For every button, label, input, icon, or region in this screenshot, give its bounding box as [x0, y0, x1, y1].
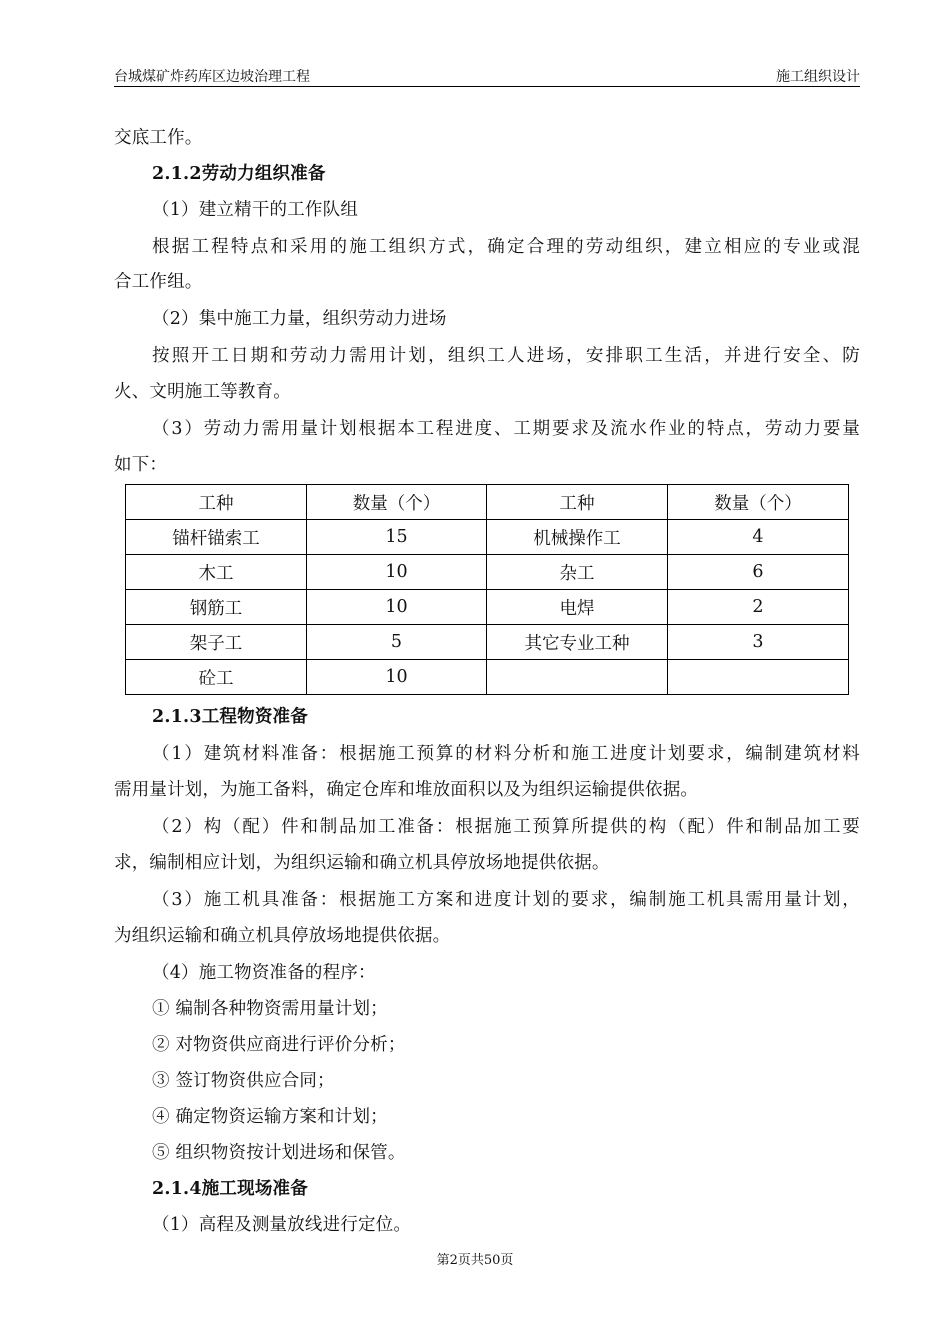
list-item: ⑤ 组织物资按计划进场和保管。 [152, 1143, 406, 1163]
paragraph-line: （3）劳动力需用量计划根据本工程进度、工期要求及流水作业的特点，劳动力要量 [152, 419, 860, 439]
table-header-row [126, 485, 849, 520]
table-row [126, 520, 849, 555]
table-cell: 4 [668, 520, 849, 555]
table-row [126, 625, 849, 660]
paragraph-line: （1）建筑材料准备：根据施工预算的材料分析和施工进度计划要求，编制建筑材料 [152, 744, 860, 764]
paragraph-line: 根据工程特点和采用的施工组织方式，确定合理的劳动组织，建立相应的专业或混 [152, 237, 860, 257]
section-heading-2-1-4: 2.1.4施工现场准备 [152, 1179, 308, 1199]
table-cell: 3 [668, 625, 849, 660]
table-header-cell: 工种 [126, 485, 307, 520]
table-cell: 10 [307, 660, 487, 695]
header-document-type: 施工组织设计 [776, 69, 860, 85]
paragraph-line: 交底工作。 [114, 128, 203, 148]
paragraph-line: （1）高程及测量放线进行定位。 [152, 1215, 412, 1235]
table-cell: 5 [307, 625, 487, 660]
section-heading-2-1-2: 2.1.2劳动力组织准备 [152, 164, 326, 184]
table-cell: 10 [307, 590, 487, 625]
paragraph-line: 按照开工日期和劳动力需用计划，组织工人进场，安排职工生活，并进行安全、防 [152, 346, 860, 366]
paragraph-line: （2）集中施工力量，组织劳动力进场 [152, 309, 447, 329]
paragraph-line: （4）施工物资准备的程序： [152, 963, 376, 983]
table-cell: 砼工 [126, 660, 307, 695]
table-cell: 机械操作工 [487, 520, 668, 555]
table-cell: 锚杆锚索工 [126, 520, 307, 555]
table-cell [668, 660, 849, 695]
paragraph-line: 火、文明施工等教育。 [114, 382, 291, 402]
paragraph-line: 需用量计划，为施工备料，确定仓库和堆放面积以及为组织运输提供依据。 [114, 780, 699, 800]
table-header-cell: 工种 [487, 485, 668, 520]
list-item: ④ 确定物资运输方案和计划； [152, 1107, 388, 1127]
table-cell: 15 [307, 520, 487, 555]
paragraph-line: 合工作组。 [114, 272, 203, 292]
table-cell [487, 660, 668, 695]
section-heading-2-1-3: 2.1.3工程物资准备 [152, 707, 308, 727]
table-cell: 钢筋工 [126, 590, 307, 625]
table-header-cell: 数量（个） [307, 485, 487, 520]
paragraph-line: 为组织运输和确立机具停放场地提供依据。 [114, 926, 451, 946]
paragraph-line: （2）构（配）件和制品加工准备：根据施工预算所提供的构（配）件和制品加工要 [152, 817, 860, 837]
header-project-title: 台城煤矿炸药库区边坡治理工程 [114, 69, 310, 85]
table-cell: 2 [668, 590, 849, 625]
table-row [126, 555, 849, 590]
paragraph-line: 如下： [114, 455, 168, 475]
page-number-footer: 第2页共50页 [436, 1253, 514, 1268]
paragraph-line: 求，编制相应计划，为组织运输和确立机具停放场地提供依据。 [114, 853, 610, 873]
table-row [126, 590, 849, 625]
table-cell: 6 [668, 555, 849, 590]
table-cell: 架子工 [126, 625, 307, 660]
table-row [126, 660, 849, 695]
list-item: ③ 签订物资供应合同； [152, 1071, 335, 1091]
table-header-cell: 数量（个） [668, 485, 849, 520]
page-header [114, 62, 860, 87]
list-item: ① 编制各种物资需用量计划； [152, 999, 388, 1019]
paragraph-line: （3）施工机具准备：根据施工方案和进度计划的要求，编制施工机具需用量计划， [152, 890, 860, 910]
table-cell: 杂工 [487, 555, 668, 590]
table-cell: 其它专业工种 [487, 625, 668, 660]
list-item: ② 对物资供应商进行评价分析； [152, 1035, 406, 1055]
table-cell: 木工 [126, 555, 307, 590]
table-cell: 电焊 [487, 590, 668, 625]
labor-demand-table [125, 484, 849, 695]
table-cell: 10 [307, 555, 487, 590]
paragraph-line: （1）建立精干的工作队组 [152, 200, 359, 220]
